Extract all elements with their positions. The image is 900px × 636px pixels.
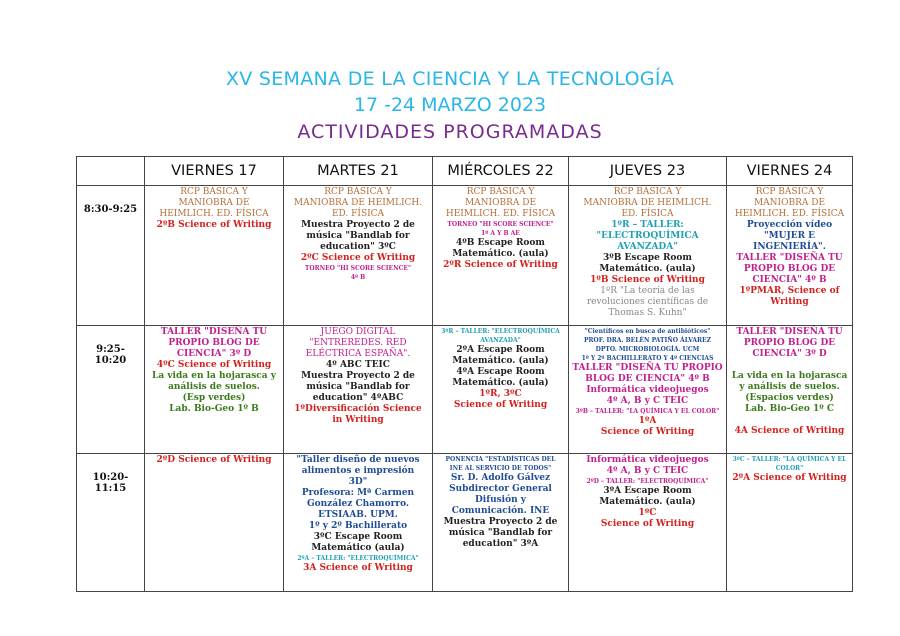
activity-line: 4ºA Escape Room [456,367,545,377]
activity-line: 1º Y 2º BACHILLERATO Y 4º CIENCIAS [581,355,714,362]
activity-line: TALLER "DISEÑA TU PROPIO [572,363,723,373]
activity-cell [727,186,853,326]
activity-line: "ELECTROQUÍMICA [596,231,699,241]
activity-cell [569,186,727,326]
activity-line: Difusión y [474,495,527,505]
activity-line: Muestra Proyecto 2 de [301,220,415,230]
activity-line: música "Bandlab for [448,528,553,538]
activity-line: in Writing [332,415,384,425]
time-slot: 9:25- 10:20 [77,326,145,454]
activity-line: JUEGO DIGITAL [320,327,396,337]
activity-line: Matemático. (aula) [599,264,696,274]
activity-line: Matemático (aula) [311,543,405,553]
activity-line: González Chamorro. [306,499,410,509]
activity-cell [569,326,727,454]
activity-line: PROPIO BLOG DE [743,338,836,348]
activity-line: 1º y 2º Bachillerato [308,521,408,531]
activity-line: 3ºR – TALLER: "ELECTROQUÍMICA [441,328,560,335]
activity-line: 2ºB Science of Writing [156,220,272,230]
activity-line: RCP BÁSICA Y [755,187,824,197]
day-header: VIERNES 24 [727,157,853,186]
activity-line: 3A Science of Writing [303,563,413,573]
day-header: MIÉRCOLES 22 [433,157,569,186]
activity-cell [433,186,569,326]
activity-line: MANIOBRA DE [178,198,250,208]
activity-cell [433,326,569,454]
activity-line: ED. FÍSICA [331,209,385,219]
activity-line: "ENTREREDES. RED [309,338,407,348]
activity-cell [284,186,433,326]
subtitle: ACTIVIDADES PROGRAMADAS [297,121,603,143]
activity-cell [727,454,853,592]
activity-line: MANIOBRA DE HEIMLICH. [293,198,423,208]
activity-line: 3D" [348,477,368,487]
activity-line: education" 3ºA [462,539,539,549]
activity-line: 1ºDiversificación Science [294,404,422,414]
activity-line: 4º A, B y C TEIC [606,466,689,476]
activity-cell [284,326,433,454]
activity-cell [145,186,284,326]
activity-line: 4ºB Escape Room [456,238,545,248]
activity-line: 4º ABC TEIC [326,360,390,370]
activity-line: HEIMLICH. ED. FÍSICA [734,209,845,219]
activity-line: 2ºR Science of Writing [443,260,558,270]
date-range: 17 -24 MARZO 2023 [353,94,547,116]
activity-line: INE AL SERVICIO DE TODOS" [449,465,552,472]
time-row [77,326,853,454]
activity-cell [284,454,433,592]
activity-cell [433,454,569,592]
activity-line: PROPIO BLOG DE [168,338,260,348]
activity-line: education" 4ºABC [312,393,404,403]
activity-line: TALLER "DISEÑA TU [736,327,843,337]
time-row [77,454,853,592]
activity-line: La vida en la hojarasca y [152,371,276,381]
activity-line: Muestra Proyecto 2 de [301,371,415,381]
activity-line: PONENCIA "ESTADÍSTICAS DEL [445,456,556,463]
activity-line: "Taller diseño de nuevos [296,455,420,465]
activity-line: "Científicos en busca de antibióticos" [584,328,711,335]
activity-line: Comunicación. INE [451,506,550,516]
activity-line: (Espacios verdes) [745,393,834,403]
day-header: VIERNES 17 [145,157,284,186]
activity-line: ELÉCTRICA ESPAÑA". [305,349,411,359]
activity-line: Science of Writing [600,519,695,529]
day-header: MARTES 21 [284,157,433,186]
day-header: JUEVES 23 [569,157,727,186]
time-slot: 8:30-9:25 [77,186,145,326]
activity-line: alimentos e impresión [301,466,415,476]
activity-line: 3ºB Escape Room [603,253,692,263]
activity-line: MANIOBRA DE [464,198,537,208]
activity-line: TALLER "DISEÑA TU [736,253,843,263]
activity-line: PROF. DRA. BELÉN PATIÑO ÁLVAREZ [583,337,711,344]
activity-line: CIENCIA" 4º B [752,275,827,285]
activity-line: 1ºR – TALLER: [611,220,684,230]
activity-line: TORNEO "HI SCORE SCIENCE" [447,221,554,228]
activity-cell [727,326,853,454]
activity-line: Sr. D. Adolfo Gálvez [450,473,551,483]
activity-line: 1ºR "La teoría de las [600,286,695,296]
activity-line: HEIMLICH. ED. FÍSICA [159,209,269,219]
activity-line: Science of Writing [453,400,548,410]
activity-line: 3ºB – TALLER: "LA QUÍMICA Y EL COLOR" [575,408,720,415]
corner-cell [77,157,145,186]
activity-line: RCP BÁSICA Y [466,187,535,197]
activity-line: RCP BÁSICA Y [613,187,682,197]
activity-line: 1ºB Science of Writing [590,275,705,285]
activity-line: AVANZADA" [617,242,678,252]
activity-line: ETSIAAB. UPM. [318,510,398,520]
title-block [0,66,900,146]
activity-line: Lab. Bio-Geo 1º B [169,404,259,414]
activity-line: Thomas S. Kuhn" [608,308,687,318]
activity-line: Matemático. (aula) [599,497,696,507]
activity-line: música "Bandlab for [306,382,410,392]
activity-line: 4º B [350,274,366,281]
activity-line: PROPIO BLOG DE [743,264,836,274]
activity-line: y análisis de suelos. [739,382,840,392]
activity-line: 2ºC Science of Writing [300,253,416,263]
activity-line: 2ºD – TALLER: "ELECTROQUÍMICA" [586,478,709,485]
activity-line: 4º A, B y C TEIC [606,396,689,406]
activity-cell [145,454,284,592]
main-title: XV SEMANA DE LA CIENCIA Y LA TECNOLOGÍA [225,68,675,90]
activity-line: CIENCIA" 3º D [752,349,827,359]
activity-line: Muestra Proyecto 2 de [443,517,558,527]
activity-line: 1ºR, 3ºC [479,389,522,399]
activity-line: 3ºA Escape Room [603,486,692,496]
activity-cell [569,454,727,592]
activity-line: Matemático. (aula) [452,378,549,388]
activity-line: Matemático. (aula) [452,249,549,259]
activity-line: ED. FÍSICA [621,209,674,219]
activity-line: MANIOBRA DE HEIMLICH. [583,198,712,208]
activity-line: COLOR" [775,465,804,472]
activity-line: DPTO. MICROBIOLOGÍA. UCM [595,346,700,353]
activity-line: Informática videojuegos [586,455,709,465]
activity-line: 2ºA Science of Writing [732,473,847,483]
activity-line: Subdirector General [449,484,552,494]
activity-line: TALLER "DISEÑA TU [160,327,268,337]
activity-line: Science of Writing [600,427,695,437]
activity-line: 1ºPMAR, Science of [739,286,840,296]
activity-line: INGENIERÍA". [753,242,826,252]
activity-line: RCP BÁSICA Y [324,187,392,197]
activity-line: 4A Science of Writing [734,426,845,436]
activity-line: CIENCIA" 3º D [176,349,252,359]
activity-line: 1ºC [638,508,657,518]
activity-line: 4ºC Science of Writing [156,360,272,370]
activity-line: Proyección vídeo [746,220,833,230]
activity-line: 2ºD Science of Writing [156,455,272,465]
activity-line: Lab. Bio-Geo 1º C [744,404,835,414]
activity-line: MANIOBRA DE [753,198,826,208]
activity-line: 3ºC Escape Room [313,532,403,542]
activity-line: La vida en la hojarasca [731,371,848,381]
activity-line: "MUJER E [763,231,816,241]
activity-line: (Esp verdes) [182,393,246,403]
activity-line: 3ºC – TALLER: "LA QUÍMICA Y EL [732,456,847,463]
activity-line: 2ºA – TALLER: "ELECTROQUÍMICA" [297,555,419,562]
activity-line: revoluciones científicas de [586,297,709,307]
activity-line: AVANZADA" [480,337,521,344]
activity-line: HEIMLICH. ED. FÍSICA [445,209,556,219]
activity-line: Matemático. (aula) [452,356,549,366]
activity-line: Writing [770,297,809,307]
time-slot: 10:20- 11:15 [77,454,145,592]
activity-line: 2ºA Escape Room [456,345,545,355]
activity-line: TORNEO "HI SCORE SCIENCE" [304,265,412,272]
activity-line: Profesora: Mª Carmen [301,488,415,498]
activity-line: Informática videojuegos [586,385,709,395]
activity-line: education" 3ºC [320,242,396,252]
activity-line: 1ºA [638,416,657,426]
time-row [77,186,853,326]
activity-line: 1º A Y B AE [481,230,520,237]
header-row [77,157,853,186]
activity-line: análisis de suelos. [168,382,260,392]
activity-line: RCP BÁSICA Y [180,187,248,197]
activity-line: música "Bandlab for [306,231,410,241]
schedule-table [76,156,853,592]
activity-line: BLOG DE CIENCIA" 4º B [585,374,710,384]
activity-cell [145,326,284,454]
